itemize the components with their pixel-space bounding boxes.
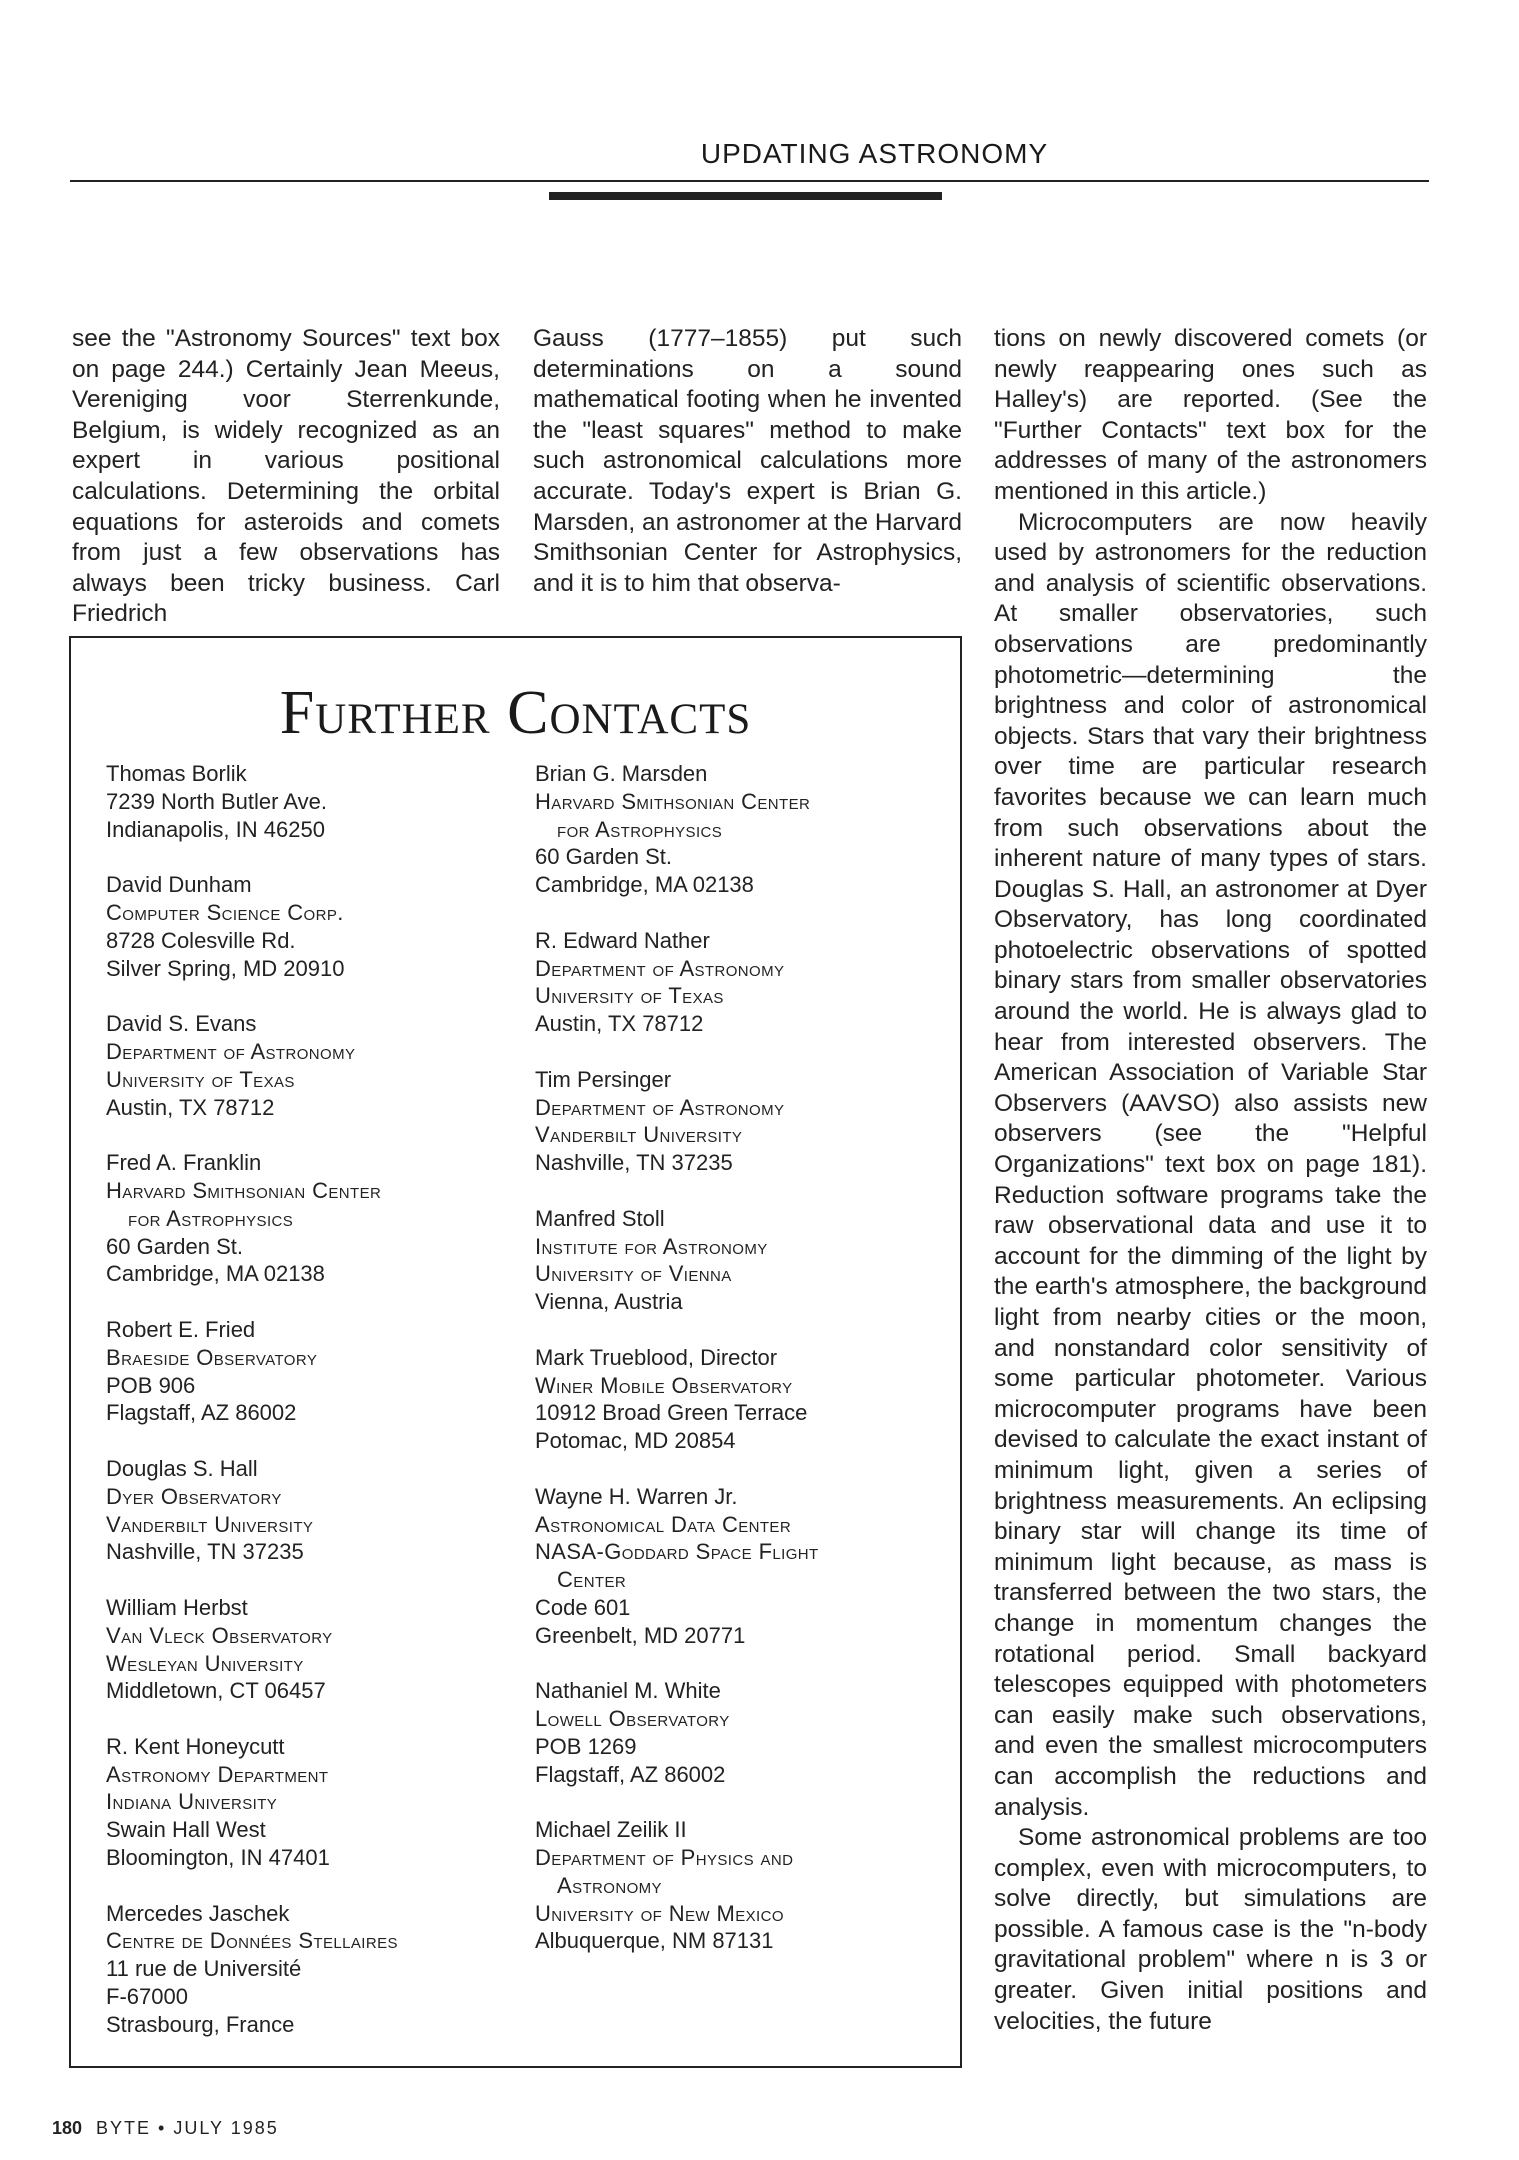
contact-name: Thomas Borlik xyxy=(106,761,247,786)
contact-name: Douglas S. Hall xyxy=(106,1455,258,1481)
contact-organization: Winer Mobile Observatory xyxy=(535,1372,793,1398)
contact-address-line: POB 906 xyxy=(106,1372,196,1398)
contact-organization: Van Vleck Observatory xyxy=(106,1622,333,1648)
contact-name: Michael Zeilik II xyxy=(535,1817,687,1843)
contact-organization: University of Texas xyxy=(106,1066,295,1092)
contact-organization: Indiana University xyxy=(106,1789,278,1815)
paragraph: Some astronomical problems are too complex, even with microcomputers, to solve directly, but simulations are possible. A famous case is the "n-body gravitational problem" where n is 3 or greater. Given initial positions and velocities, the future xyxy=(994,1824,1427,2035)
contact-address-line: 10912 Broad Green Terrace xyxy=(535,1400,808,1426)
contact-address-line: Swain Hall West xyxy=(106,1817,266,1843)
contact-address-line: Silver Spring, MD 20910 xyxy=(106,955,345,981)
running-header: UPDATING ASTRONOMY xyxy=(700,138,1049,169)
contact-organization: Harvard Smithsonian Center xyxy=(106,1177,382,1203)
contact-name: Brian G. Marsden xyxy=(535,761,708,786)
contact-entry xyxy=(535,1205,945,1316)
contact-entry xyxy=(535,760,945,899)
contact-entry xyxy=(106,1149,506,1288)
contact-address-line: Vienna, Austria xyxy=(535,1289,683,1315)
contact-name: Mercedes Jaschek xyxy=(106,1900,290,1926)
contact-organization: Vanderbilt University xyxy=(106,1511,314,1537)
page-number: 180 xyxy=(52,2118,83,2138)
article-column-1 xyxy=(72,324,500,630)
paragraph: see the "Astronomy Sources" text box on page 244.) Certainly Jean Meeus, Vereniging voor Sterrenkunde, Belgium, is widely recognized as an expert in various positional calculations. Determining the orbital equations for asteroids and comets from just a few observations has always been tricky business. Carl Friedrich xyxy=(72,325,500,628)
contact-organization: Astronomy xyxy=(557,1872,662,1898)
contact-organization: Department of Physics and xyxy=(535,1845,794,1871)
contact-organization: Institute for Astronomy xyxy=(535,1233,768,1259)
contact-address-line: Code 601 xyxy=(535,1594,631,1620)
contact-address-line: Flagstaff, AZ 86002 xyxy=(106,1400,297,1426)
contact-address-line: Potomac, MD 20854 xyxy=(535,1428,736,1454)
contact-address-line: 7239 North Butler Ave. xyxy=(106,788,327,814)
contact-address-line: Austin, TX 78712 xyxy=(535,1011,704,1037)
contacts-right-column xyxy=(535,760,945,1983)
article-column-2 xyxy=(533,324,962,599)
contact-entry xyxy=(106,1594,506,1705)
contact-address-line: F-67000 xyxy=(106,1984,188,2010)
contact-address-line: 60 Garden St. xyxy=(106,1233,243,1259)
contact-entry xyxy=(535,1344,945,1455)
contact-organization: Harvard Smithsonian Center xyxy=(535,788,811,814)
contact-entry xyxy=(106,1733,506,1872)
contact-address-line: Greenbelt, MD 20771 xyxy=(535,1622,746,1648)
contact-entry xyxy=(535,1483,945,1650)
contact-name: Nathaniel M. White xyxy=(535,1678,721,1704)
paragraph: Microcomputers are now heavily used by astronomers for the reduction and analysis of scientific observations. At smaller observatories, such observations are predominantly photometric—determining the brightness and color of astronomical objects. Stars that vary their brightness over time are particular research favorites because we can learn much from such observations about the inherent nature of many types of stars. Douglas S. Hall, an astronomer at Dyer Observatory, has long coordinated photoelectric observations of spotted binary stars from smaller observatories around the world. He is always glad to hear from interested observers. The American Association of Variable Star Observers (AAVSO) also assists new observers (see the "Helpful Organizations" text box on page 181). Reduction software programs take the raw observational data and use it to account for the dimming of the light by the earth's atmosphere, the background light from nearby cities or the moon, and nonstandard color sensitivity of some particular photometer. Various microcomputer programs have been devised to calculate the exact instant of minimum light, given a series of brightness measurements. An eclipsing binary star will change its time of minimum light because, as mass is transferred between the two stars, the change in momentum changes the rotational period. Small backyard telescopes equipped with photometers can easily make such observations, and even the smallest microcomputers can accomplish the reductions and analysis. xyxy=(994,508,1427,1821)
contact-entry xyxy=(106,1010,506,1121)
contact-address-line: Cambridge, MA 02138 xyxy=(106,1261,325,1287)
contact-organization: University of New Mexico xyxy=(535,1900,784,1926)
contact-name: David S. Evans xyxy=(106,1011,257,1037)
contact-address-line: 60 Garden St. xyxy=(535,844,672,870)
contact-name: R. Edward Nather xyxy=(535,927,710,953)
paragraph: Gauss (1777–1855) put such determinations on a sound mathematical footing when he invented the "least squares" method to make such astronomical calculations more accurate. Today's expert is Brian G. Marsden, an astronomer at the Harvard Smithsonian Center for Astrophysics, and it is to him that observa- xyxy=(533,325,962,597)
contact-organization: Center xyxy=(557,1567,627,1593)
contact-entry xyxy=(535,1066,945,1177)
contact-organization: Department of Astronomy xyxy=(106,1038,356,1064)
contact-address-line: Austin, TX 78712 xyxy=(106,1094,275,1120)
contact-address-line: 11 rue de Université xyxy=(106,1956,302,1982)
contacts-left-column xyxy=(106,760,506,2066)
contact-organization: Astronomy Department xyxy=(106,1761,329,1787)
magazine-issue: BYTE • JULY 1985 xyxy=(96,2118,279,2138)
article-column-3 xyxy=(994,324,1427,2037)
contact-name: R. Kent Honeycutt xyxy=(106,1733,285,1759)
further-contacts-box xyxy=(69,636,962,2068)
contact-address-line: Nashville, TN 37235 xyxy=(535,1150,733,1176)
paragraph: tions on newly discovered comets (or newly reappearing ones such as Halley's) are reported. (See the "Further Contacts" text box for the addresses of many of the astronomers mentioned in this article.) xyxy=(994,325,1427,505)
contact-organization: Wesleyan University xyxy=(106,1650,304,1676)
contact-organization: Centre de Données Stellaires xyxy=(106,1928,398,1954)
contact-entry xyxy=(535,1677,945,1788)
contact-organization: for Astrophysics xyxy=(557,816,723,842)
page-footer xyxy=(52,2118,279,2139)
contact-name: William Herbst xyxy=(106,1594,248,1620)
header-rule xyxy=(70,180,1429,182)
contact-address-line: Bloomington, IN 47401 xyxy=(106,1845,330,1871)
contact-entry xyxy=(106,871,506,982)
contact-entry xyxy=(106,1455,506,1566)
contact-organization: Department of Astronomy xyxy=(535,955,785,981)
contact-address-line: Albuquerque, NM 87131 xyxy=(535,1928,774,1954)
contact-organization: Computer Science Corp. xyxy=(106,899,344,925)
contact-organization: Department of Astronomy xyxy=(535,1094,785,1120)
contact-entry xyxy=(106,760,506,843)
contact-organization: University of Vienna xyxy=(535,1261,732,1287)
contact-address-line: Nashville, TN 37235 xyxy=(106,1539,304,1565)
contact-name: Fred A. Franklin xyxy=(106,1150,262,1176)
contact-organization: Braeside Observatory xyxy=(106,1344,318,1370)
contact-address-line: Indianapolis, IN 46250 xyxy=(106,816,325,842)
contact-address-line: Cambridge, MA 02138 xyxy=(535,872,754,898)
contact-entry xyxy=(535,1816,945,1955)
contact-address-line: 8728 Colesville Rd. xyxy=(106,927,296,953)
contact-organization: Astronomical Data Center xyxy=(535,1511,792,1537)
contact-name: Mark Trueblood, Director xyxy=(535,1344,778,1370)
contact-entry xyxy=(535,927,945,1038)
contact-name: Robert E. Fried xyxy=(106,1316,256,1342)
contact-organization: Dyer Observatory xyxy=(106,1483,282,1509)
contact-entry xyxy=(106,1316,506,1427)
contact-address-line: Middletown, CT 06457 xyxy=(106,1678,326,1704)
header-accent-bar xyxy=(549,192,942,200)
contact-address-line: Strasbourg, France xyxy=(106,2011,295,2037)
contact-organization: University of Texas xyxy=(535,983,724,1009)
contact-organization: Lowell Observatory xyxy=(535,1706,730,1732)
contact-entry xyxy=(106,1900,506,2039)
contact-address-line: Flagstaff, AZ 86002 xyxy=(535,1761,726,1787)
contact-organization: NASA-Goddard Space Flight xyxy=(535,1539,819,1565)
box-title: Further Contacts xyxy=(279,679,752,747)
contact-name: Wayne H. Warren Jr. xyxy=(535,1483,738,1509)
contact-name: Tim Persinger xyxy=(535,1066,672,1092)
contact-organization: for Astrophysics xyxy=(128,1205,294,1231)
contact-name: David Dunham xyxy=(106,872,252,898)
contact-address-line: POB 1269 xyxy=(535,1733,637,1759)
contact-organization: Vanderbilt University xyxy=(535,1122,743,1148)
contact-name: Manfred Stoll xyxy=(535,1205,665,1231)
